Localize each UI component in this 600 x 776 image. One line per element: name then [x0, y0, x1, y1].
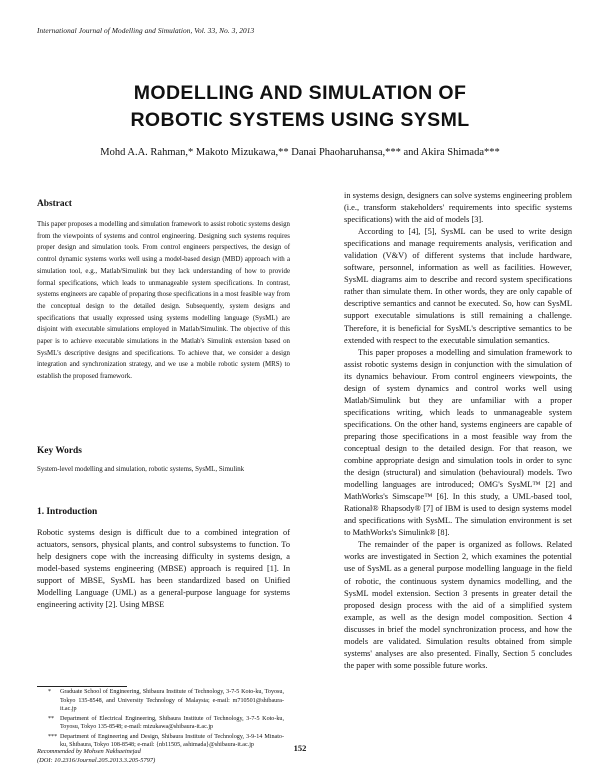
introduction-paragraph: Robotic systems design is difficult due to a combined integration of actuators, sensors, physical plants, and control subsystems to function. To help designers cope with the increasing difficulty in systems design, a model-based systems engineering (MBSE) approach is required [1]. In support of MBSE, SysML has been standardized based on Unified Modelling Language (UML) as a general-purpose language for systems engineering activity [2]. Using MBSE	[37, 528, 290, 610]
doi: (DOI: 10.2316/Journal.205.2013.3.205-5797)	[37, 756, 156, 764]
footnote: * Graduate School of Engineering, Shibaura Institute of Technology, 3-7-5 Koto-ku, Toyosu, Tokyo 135-8548, and University Technology of Malaysia; e-mail: m710501@shibaura-it.ac.jp	[48, 689, 284, 712]
page-number: 152	[293, 743, 307, 753]
introduction-section	[37, 507, 290, 611]
paragraph: This paper proposes a modelling and simulation framework to assist robotic systems design in conjunction with the simulation of its dynamics behaviour. From control engineers viewpoints, the design of system dynamics and control works well using Matlab/Simulink but they are unfamiliar with a proper specifications writing, which leads to unmanageable system specifications. On the other hand, systems engineers are capable of preparing those specifications in a most feasible way from the conceptual design to the detailed design. For that reason, we combine appropriate design and simulation tools in order to sync the design (structural) and simulation (behavioural) models. Two modelling languages are introduced; OMG's SysML™ [2] and MathWorks's Simscape™ [6]. In this study, a UML-based tool, Rational® Rhapsody® [7] of IBM is used to design systems model and specifications with SysML. The simulation environment is set to MathWorks's Simulink® [8].	[344, 347, 572, 538]
journal-header: International Journal of Modelling and Simulation, Vol. 33, No. 3, 2013	[37, 26, 255, 35]
keywords-section	[37, 446, 290, 476]
right-column	[344, 190, 572, 672]
abstract-section	[37, 199, 290, 383]
abstract-heading: Abstract	[37, 199, 72, 209]
introduction-heading: 1. Introduction	[37, 507, 98, 517]
footnote-divider	[37, 686, 127, 687]
footnote: ** Department of Electrical Engineering, Shibaura Institute of Technology, 3-7-5 Koto-ku, Toyosu, Tokyo 135-8548; e-mail: mizukawa@shibaura-it.ac.jp	[48, 715, 284, 730]
paragraph: The remainder of the paper is organized as follows. Related works are investigated in Section 2, which examines the potential use of SysML as a general purpose modelling language in the field of robotic, the continuous system dynamics modelling, and the SysML model extension. Section 3 presents in greater detail the proposed design process with the aid of a simplified system example, as well as the design model composition. Section 4 discusses in brief the model synchronization process, and how the models are validated. Simulation results obtained from simple systems' analyses are also presented. Finally, Section 5 concludes the paper with some possible future works.	[344, 540, 572, 670]
title-line-2: ROBOTIC SYSTEMS USING SYSML	[130, 109, 470, 131]
footnote: *** Department of Engineering and Design, Shibaura Institute of Technology, 3-9-14 Minato-ku, Shibaura, Tokyo 108-8548; e-mail: {nb11505, ashimada}@shibaura-it.ac.jp	[48, 733, 284, 748]
keywords-text: System-level modelling and simulation, robotic systems, SysML, Simulink	[37, 466, 245, 473]
author-list: Mohd A.A. Rahman,* Makoto Mizukawa,** Danai Phaoharuhansa,*** and Akira Shimada***	[100, 147, 500, 158]
title-line-1: MODELLING AND SIMULATION OF	[133, 82, 467, 104]
recommended-by: Recommended by Mohsen Nakhaeinejad	[37, 748, 141, 755]
paragraph: According to [4], [5], SysML can be used to write design specifications and manage requirements analysis, verification and validation (V&V) of different systems that include hardware, software, personnel, information as well as facilities. However, SysML diagrams aim to describe and record system specifications rather than simulate them. In other words, they are only capable of descriptive semantics and cannot be executed. So, how can SysML support executable simulations is still remaining a challenge. Therefore, it is beneficial for SysML's descriptive semantics to be extended with respect to the executable simulation semantics.	[344, 227, 572, 345]
footnotes	[44, 688, 284, 751]
paragraph: in systems design, designers can solve systems engineering problem (i.e., transform stakeholders' requirements into specific systems specifications) with the aid of models [3].	[344, 191, 572, 225]
keywords-heading: Key Words	[37, 446, 82, 456]
paper-title	[0, 80, 600, 134]
abstract-text: This paper proposes a modelling and simulation framework to assist robotic systems design from the viewpoints of systems and control engineering. Designing such systems requires proper design and simulation tools. From control engineers perspectives, the design of control dynamic systems works well using a model-based design (MBD) approach with a simulation tool, e.g., Matlab/Simulink but they lack understanding of how to provide formal specifications, which leads to unmanageable system specifications. In contrast, systems engineers are capable of preparing those specifications in a most feasible way from the conceptual design to the detailed design. Subsequently, system designs and specifications that usually expressed using systems modelling language (SysML) are disjoint with executable simulations employed in Matlab/Simulink. The objective of this paper is to achieve executable simulations in the Matlab's Simulink extension based on SysML's descriptive designs and specifications. To achieve that, we consider a design integration and synchronization strategy, and we use a mobile robotic system (MRS) to establish the proposed framework.	[37, 221, 290, 381]
